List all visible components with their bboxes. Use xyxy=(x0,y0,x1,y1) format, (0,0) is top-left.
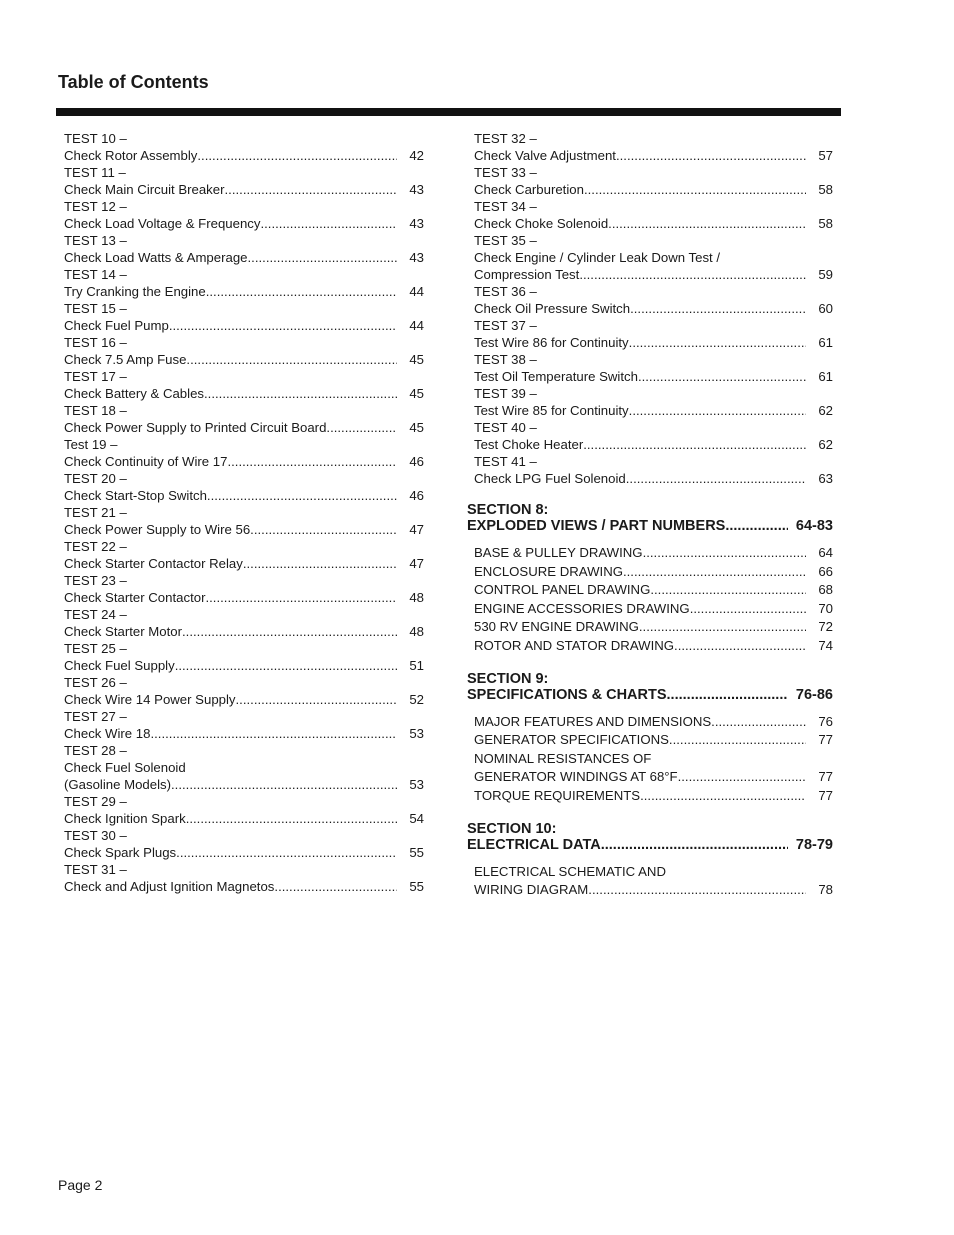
toc-entry-title: ROTOR AND STATOR DRAWING xyxy=(474,637,675,653)
toc-page-number: 72 xyxy=(818,619,833,635)
leader-dots xyxy=(674,637,806,656)
toc-leader-line xyxy=(64,419,424,436)
leader-dots xyxy=(601,837,788,853)
toc-page-number: 77 xyxy=(818,769,833,785)
toc-page-number: 77 xyxy=(818,787,833,803)
leader-dots xyxy=(630,300,806,317)
toc-leader-line xyxy=(474,266,833,283)
toc-page-number: 45 xyxy=(409,352,424,367)
toc-entry-title: (Gasoline Models) xyxy=(64,777,172,792)
leader-dots xyxy=(643,544,806,563)
toc-test-heading: TEST 26 – xyxy=(64,675,127,690)
toc-page-number: 62 xyxy=(818,403,833,418)
toc-entry-title: Check Power Supply to Wire 56 xyxy=(64,522,251,537)
leader-dots xyxy=(205,589,397,606)
toc-leader-line xyxy=(474,215,833,232)
toc-leader-line xyxy=(64,181,424,198)
toc-entry-title: MAJOR FEATURES AND DIMENSIONS xyxy=(474,713,712,729)
toc-page-number: 59 xyxy=(818,267,833,282)
toc-leader-line xyxy=(64,215,424,232)
toc-entry xyxy=(474,130,833,164)
leader-dots xyxy=(626,470,806,487)
toc-entry-title: 530 RV ENGINE DRAWING xyxy=(474,619,639,635)
toc-entry-title: Check Power Supply to Printed Circuit Board xyxy=(64,420,327,435)
toc-entry xyxy=(474,283,833,317)
toc-entry-title: Check Load Voltage & Frequency xyxy=(64,216,261,231)
toc-page-number: 45 xyxy=(409,420,424,435)
toc-leader-line xyxy=(474,436,833,453)
toc-page-number: 76 xyxy=(818,713,833,729)
toc-entry-title: CONTROL PANEL DRAWING xyxy=(474,582,651,598)
leader-dots xyxy=(260,215,397,232)
section-number: SECTION 9: xyxy=(467,670,549,687)
toc-test-heading: TEST 30 – xyxy=(64,828,127,843)
toc-entry-title: Check Oil Pressure Switch xyxy=(474,301,631,316)
toc-page-number: 61 xyxy=(818,335,833,350)
toc-page-number: 43 xyxy=(409,182,424,197)
section-page-range: 78-79 xyxy=(795,836,833,853)
toc-leader-line xyxy=(64,725,424,742)
toc-entry-line: Check Fuel Solenoid xyxy=(64,760,186,775)
leader-dots xyxy=(169,317,397,334)
toc-page-number: 46 xyxy=(409,454,424,469)
toc-page-number: 47 xyxy=(409,522,424,537)
toc-entry xyxy=(64,368,424,402)
leader-dots xyxy=(326,419,397,436)
leader-dots xyxy=(186,810,397,827)
section-heading xyxy=(467,502,833,534)
toc-test-heading: TEST 36 – xyxy=(474,284,537,299)
leader-dots xyxy=(150,725,397,742)
toc-entry xyxy=(64,198,424,232)
toc-entry xyxy=(474,787,833,806)
toc-test-heading: TEST 39 – xyxy=(474,386,537,401)
toc-test-heading: TEST 28 – xyxy=(64,743,127,758)
toc-leader-line xyxy=(474,181,833,198)
toc-entry-title: Check Load Watts & Amperage xyxy=(64,250,248,265)
toc-right-column xyxy=(467,130,833,900)
toc-leader-line xyxy=(64,283,424,300)
toc-page-number: 43 xyxy=(409,216,424,231)
leader-dots xyxy=(225,181,398,198)
section-title: EXPLODED VIEWS / PART NUMBERS xyxy=(467,518,726,534)
toc-leader-line xyxy=(474,334,833,351)
toc-page-number: 48 xyxy=(409,624,424,639)
toc-entry-title: Check Starter Contactor Relay xyxy=(64,556,243,571)
toc-entry xyxy=(474,581,833,600)
toc-entry-title: Check Wire 14 Power Supply xyxy=(64,692,236,707)
leader-dots xyxy=(588,881,806,900)
toc-page-number: 78 xyxy=(818,882,833,898)
section-heading xyxy=(467,821,833,853)
toc-leader-line xyxy=(474,147,833,164)
toc-page-number: 70 xyxy=(818,600,833,616)
toc-leader-line xyxy=(64,453,424,470)
leader-dots xyxy=(206,283,397,300)
toc-leader-line xyxy=(64,844,424,861)
toc-test-heading: TEST 17 – xyxy=(64,369,127,384)
toc-leader-line xyxy=(64,317,424,334)
toc-page-number: 58 xyxy=(818,182,833,197)
toc-entry-title: Check LPG Fuel Solenoid xyxy=(474,471,626,486)
toc-page-number: 63 xyxy=(818,471,833,486)
toc-entry-title: Check Starter Contactor xyxy=(64,590,206,605)
toc-entry-line: ELECTRICAL SCHEMATIC AND xyxy=(474,863,666,879)
toc-page-number: 77 xyxy=(818,732,833,748)
toc-entry xyxy=(474,618,833,637)
toc-leader-line xyxy=(64,878,424,895)
toc-test-heading: TEST 41 – xyxy=(474,454,537,469)
leader-dots xyxy=(583,436,806,453)
toc-test-heading: TEST 29 – xyxy=(64,794,127,809)
toc-entry-title: Check Start-Stop Switch xyxy=(64,488,207,503)
toc-entry-title: Check and Adjust Ignition Magnetos xyxy=(64,879,275,894)
toc-entry xyxy=(64,606,424,640)
toc-entry-title: BASE & PULLEY DRAWING xyxy=(474,545,643,560)
toc-entry-line: Check Engine / Cylinder Leak Down Test / xyxy=(474,250,721,265)
toc-entry-title: Check Battery & Cables xyxy=(64,386,204,401)
toc-test-heading: TEST 35 – xyxy=(474,233,537,248)
toc-leader-line xyxy=(64,589,424,606)
section-title: SPECIFICATIONS & CHARTS xyxy=(467,686,667,703)
toc-entry xyxy=(64,266,424,300)
toc-entry xyxy=(64,470,424,504)
toc-leader-line xyxy=(64,810,424,827)
toc-entry xyxy=(64,674,424,708)
toc-test-heading: TEST 12 – xyxy=(64,199,127,214)
toc-entry xyxy=(64,827,424,861)
leader-dots xyxy=(182,623,397,640)
leader-dots xyxy=(725,518,788,534)
page-number: Page 2 xyxy=(58,1177,103,1193)
toc-entry xyxy=(474,713,833,732)
toc-leader-line xyxy=(474,787,833,806)
toc-test-heading: Test 19 – xyxy=(64,437,118,452)
toc-page-number: 66 xyxy=(818,563,833,579)
toc-entry-title: Check Fuel Supply xyxy=(64,658,175,673)
toc-entry xyxy=(64,640,424,674)
toc-page-number: 44 xyxy=(409,284,424,299)
toc-entry xyxy=(64,708,424,742)
toc-entry xyxy=(474,198,833,232)
toc-leader-line xyxy=(64,555,424,572)
toc-entry-title: Check Starter Motor xyxy=(64,624,182,639)
toc-test-heading: TEST 15 – xyxy=(64,301,127,316)
toc-test-heading: TEST 13 – xyxy=(64,233,127,248)
leader-dots xyxy=(638,368,806,385)
toc-leader-line xyxy=(64,691,424,708)
toc-leader-line xyxy=(474,637,833,656)
leader-dots xyxy=(186,351,397,368)
toc-entry xyxy=(64,793,424,827)
toc-page-number: 61 xyxy=(818,369,833,384)
leader-dots xyxy=(250,521,397,538)
toc-test-heading: TEST 32 – xyxy=(474,131,537,146)
toc-entry-title: Compression Test xyxy=(474,267,580,282)
toc-entry-title: GENERATOR SPECIFICATIONS xyxy=(474,732,669,748)
leader-dots xyxy=(248,249,398,266)
toc-entry-title: Check Main Circuit Breaker xyxy=(64,182,225,197)
toc-leader-line xyxy=(64,487,424,504)
toc-page-number: 48 xyxy=(409,590,424,605)
toc-page-number: 54 xyxy=(409,811,424,826)
leader-dots xyxy=(176,844,397,861)
toc-test-heading: TEST 31 – xyxy=(64,862,127,877)
toc-entry xyxy=(64,334,424,368)
toc-entry-title: GENERATOR WINDINGS AT 68°F xyxy=(474,769,678,785)
toc-page-number: 53 xyxy=(409,726,424,741)
toc-entry-title: Check Spark Plugs xyxy=(64,845,177,860)
toc-entry xyxy=(474,637,833,656)
toc-entry-title: Check Ignition Spark xyxy=(64,811,186,826)
leader-dots xyxy=(197,147,397,164)
toc-entry-title: TORQUE REQUIREMENTS xyxy=(474,787,641,803)
leader-dots xyxy=(227,453,397,470)
leader-dots xyxy=(667,687,788,703)
section-title-line xyxy=(467,518,833,534)
toc-leader-line xyxy=(474,544,833,563)
toc-leader-line xyxy=(474,300,833,317)
toc-left-column xyxy=(64,130,424,895)
leader-dots xyxy=(243,555,397,572)
section-items xyxy=(474,863,833,900)
toc-entry-title: Test Choke Heater xyxy=(474,437,584,452)
leader-dots xyxy=(690,600,806,619)
toc-test-heading: TEST 24 – xyxy=(64,607,127,622)
toc-test-heading: TEST 33 – xyxy=(474,165,537,180)
toc-entry xyxy=(64,164,424,198)
toc-entry-title: Check Fuel Pump xyxy=(64,318,169,333)
toc-test-heading: TEST 11 – xyxy=(64,165,126,180)
toc-page-number: 60 xyxy=(818,301,833,316)
toc-entry xyxy=(474,419,833,453)
toc-entry xyxy=(474,351,833,385)
leader-dots xyxy=(639,618,806,637)
toc-entry-title: WIRING DIAGRAM xyxy=(474,882,589,898)
toc-leader-line xyxy=(64,623,424,640)
toc-test-heading: TEST 14 – xyxy=(64,267,127,282)
page-title: Table of Contents xyxy=(58,72,209,92)
toc-entry xyxy=(474,385,833,419)
toc-page-number: 52 xyxy=(409,692,424,707)
section-items xyxy=(474,713,833,806)
toc-test-heading: TEST 22 – xyxy=(64,539,127,554)
toc-leader-line xyxy=(474,600,833,619)
toc-entry xyxy=(64,300,424,334)
leader-dots xyxy=(629,402,806,419)
toc-entry-title: Check Choke Solenoid xyxy=(474,216,609,231)
leader-dots xyxy=(678,768,806,787)
toc-page-number: 47 xyxy=(409,556,424,571)
toc-leader-line xyxy=(474,618,833,637)
toc-entry xyxy=(64,861,424,895)
toc-page-number: 74 xyxy=(818,637,833,653)
toc-test-heading: TEST 40 – xyxy=(474,420,537,435)
section-number: SECTION 10: xyxy=(467,820,557,837)
leader-dots xyxy=(579,266,806,283)
toc-page-number: 45 xyxy=(409,386,424,401)
toc-page-number: 46 xyxy=(409,488,424,503)
toc-entry-title: Check Continuity of Wire 17 xyxy=(64,454,228,469)
toc-leader-line xyxy=(474,731,833,750)
toc-leader-line xyxy=(474,768,833,787)
toc-leader-line xyxy=(474,470,833,487)
section-number: SECTION 8: xyxy=(467,502,549,518)
leader-dots xyxy=(274,878,397,895)
leader-dots xyxy=(623,563,806,582)
toc-page-number: 42 xyxy=(409,148,424,163)
toc-test-heading: TEST 37 – xyxy=(474,318,537,333)
leader-dots xyxy=(711,713,806,732)
toc-page-number: 44 xyxy=(409,318,424,333)
toc-test-heading: TEST 10 – xyxy=(64,131,127,146)
toc-entry xyxy=(64,572,424,606)
toc-page-number: 43 xyxy=(409,250,424,265)
toc-entry xyxy=(474,164,833,198)
toc-page-number: 57 xyxy=(818,148,833,163)
section-title-line xyxy=(467,687,833,703)
leader-dots xyxy=(584,181,806,198)
toc-test-heading: TEST 27 – xyxy=(64,709,127,724)
toc-page-number: 64 xyxy=(818,545,833,560)
toc-test-heading: TEST 18 – xyxy=(64,403,127,418)
toc-entry xyxy=(474,317,833,351)
toc-leader-line xyxy=(64,249,424,266)
section-title: ELECTRICAL DATA xyxy=(467,836,601,853)
leader-dots xyxy=(204,385,397,402)
toc-page-number: 51 xyxy=(409,658,424,673)
toc-page-number: 55 xyxy=(409,845,424,860)
toc-page-number: 68 xyxy=(818,582,833,598)
section-page-range: 64-83 xyxy=(795,518,833,534)
toc-entry-title: ENGINE ACCESSORIES DRAWING xyxy=(474,600,690,616)
toc-entry-title: Test Wire 85 for Continuity xyxy=(474,403,629,418)
toc-entry-title: Check Wire 18 xyxy=(64,726,151,741)
leader-dots xyxy=(640,787,806,806)
leader-dots xyxy=(629,334,806,351)
toc-leader-line xyxy=(64,657,424,674)
toc-entry xyxy=(474,731,833,750)
leader-dots xyxy=(650,581,806,600)
toc-entry xyxy=(474,600,833,619)
toc-entry-title: Test Oil Temperature Switch xyxy=(474,369,638,384)
leader-dots xyxy=(608,215,806,232)
toc-leader-line xyxy=(474,581,833,600)
section-page-range: 76-86 xyxy=(795,686,833,703)
toc-entry xyxy=(64,742,424,793)
toc-leader-line xyxy=(64,521,424,538)
toc-entry-title: Check 7.5 Amp Fuse xyxy=(64,352,187,367)
toc-page-number: 62 xyxy=(818,437,833,452)
toc-page-number: 55 xyxy=(409,879,424,894)
toc-leader-line xyxy=(64,385,424,402)
toc-leader-line xyxy=(474,713,833,732)
toc-entry-title: Try Cranking the Engine xyxy=(64,284,206,299)
leader-dots xyxy=(175,657,397,674)
leader-dots xyxy=(207,487,397,504)
toc-test-heading: TEST 38 – xyxy=(474,352,537,367)
toc-entry xyxy=(474,563,833,582)
toc-leader-line xyxy=(474,368,833,385)
toc-entry-title: Check Valve Adjustment xyxy=(474,148,616,163)
toc-entry xyxy=(64,504,424,538)
toc-test-heading: TEST 25 – xyxy=(64,641,127,656)
toc-leader-line xyxy=(64,776,424,793)
toc-leader-line xyxy=(474,563,833,582)
toc-entry-title: ENCLOSURE DRAWING xyxy=(474,563,623,579)
leader-dots xyxy=(236,691,397,708)
toc-entry-title: Check Rotor Assembly xyxy=(64,148,198,163)
section-heading xyxy=(467,671,833,703)
toc-entry-title: Test Wire 86 for Continuity xyxy=(474,335,629,350)
toc-entry xyxy=(474,863,833,900)
toc-entry xyxy=(64,402,424,436)
toc-page-number: 53 xyxy=(409,777,424,792)
section-items xyxy=(474,544,833,656)
toc-entry xyxy=(64,538,424,572)
toc-entry xyxy=(64,232,424,266)
section-title-line xyxy=(467,837,833,853)
toc-entry xyxy=(474,750,833,787)
leader-dots xyxy=(171,776,397,793)
toc-leader-line xyxy=(474,881,833,900)
toc-entry xyxy=(474,453,833,487)
header-rule xyxy=(56,108,841,116)
toc-entry xyxy=(64,436,424,470)
leader-dots xyxy=(616,147,806,164)
toc-entry-line: NOMINAL RESISTANCES OF xyxy=(474,750,652,766)
toc-page-number: 58 xyxy=(818,216,833,231)
toc-test-heading: TEST 21 – xyxy=(64,505,127,520)
toc-leader-line xyxy=(474,402,833,419)
leader-dots xyxy=(669,731,806,750)
toc-leader-line xyxy=(64,147,424,164)
toc-leader-line xyxy=(64,351,424,368)
toc-entry xyxy=(64,130,424,164)
toc-test-heading: TEST 20 – xyxy=(64,471,127,486)
toc-test-heading: TEST 23 – xyxy=(64,573,127,588)
toc-entry-title: Check Carburetion xyxy=(474,182,584,197)
toc-test-heading: TEST 16 – xyxy=(64,335,127,350)
toc-entry xyxy=(474,544,833,563)
toc-test-heading: TEST 34 – xyxy=(474,199,537,214)
toc-entry xyxy=(474,232,833,283)
